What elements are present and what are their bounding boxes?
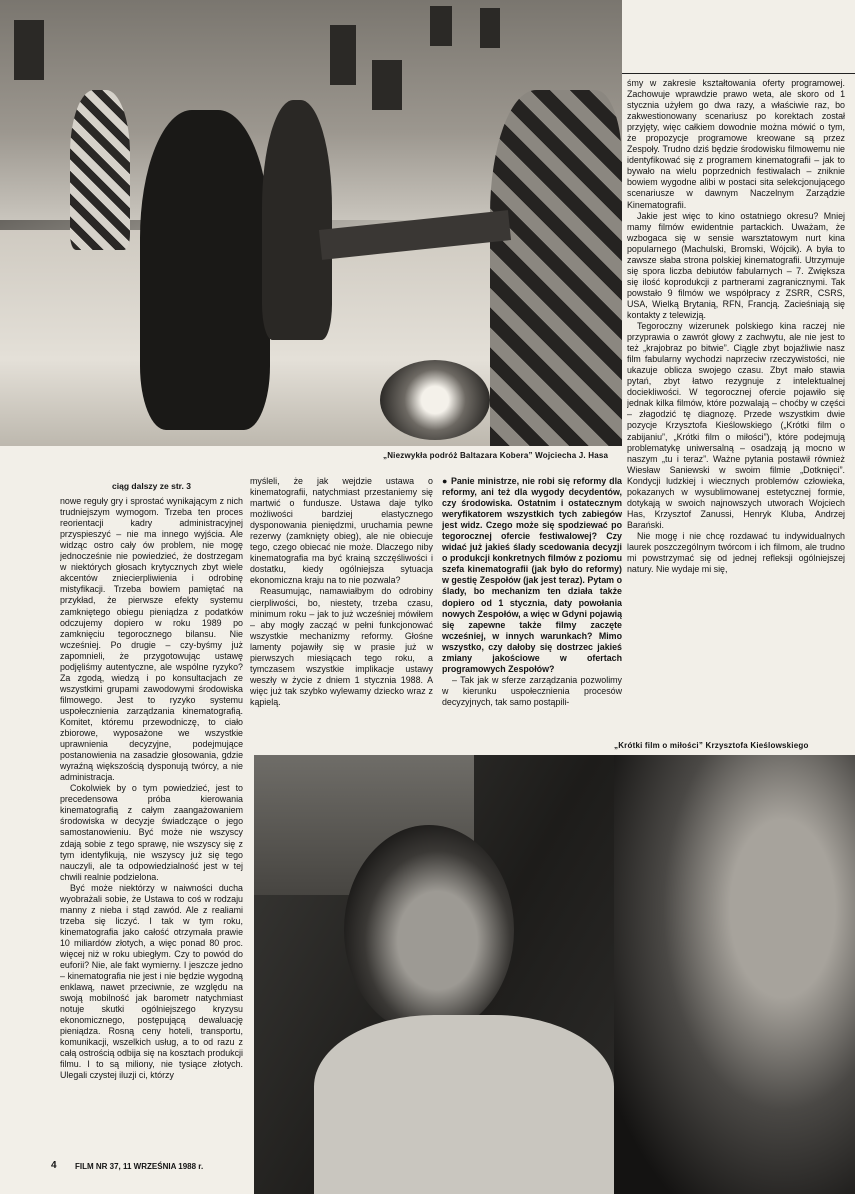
paragraph: Nie mogę i nie chcę rozdawać tu indywidualnych laurek poszczególnym twórcom i ich filmom, ale trudno mi powstrzymać się od jednej refleksji ogólniejszej natury. Nie wydaje mi się, — [627, 530, 845, 575]
photo-krotki-film-o-milosci — [254, 755, 855, 1194]
paragraph: myśleli, że jak wejdzie ustawa o kinematografii, natychmiast przestaniemy się martwić o fundusze. Ustawa daje tylko możliwości bardziej elastycznego dysponowania pieniędzmi, uruchamia pewne rezerwy (zamknięty obieg), ale nie obiecuje tego, czego obiecać nie może. Dlaczego niby kinematografia ma być krainą szczęśliwości i dostatku, kiedy ogólniejsza sytuacja ekonomiczna kraju na to nie pozwala? — [250, 476, 433, 586]
article-column-3 — [442, 476, 622, 728]
paragraph: Reasumując, namawiałbym do odrobiny cierpliwości, bo, niestety, trzeba czasu, minimum roku – jak to już wcześniej mówiłem – aby mogły zacząć w pełni funkcjonować wszystkie mechanizmy reformy. Głośne lamenty pojawiły się w prasie już w pierwszych miesiącach tego roku, a tymczasem wszystkie implikacje ustawy weszły w życie z dniem 1 stycznia 1988. A więc już tak szybko wylewamy dziecko wraz z kąpielą. — [250, 586, 433, 707]
article-column-2 — [250, 476, 433, 726]
figure-dark-cloak — [140, 110, 270, 430]
figure-woman-hat — [262, 100, 332, 340]
window — [430, 6, 452, 46]
woman-head — [344, 825, 514, 1035]
photo-caption-bottom: „Krótki film o miłości” Krzysztofa Kieślowskiego — [614, 741, 809, 750]
figure-harlequin — [490, 90, 622, 446]
article-column-4 — [627, 78, 845, 728]
interview-answer: – Tak jak w sferze zarządzania pozwolimy w kierunku uspołecznienia procesów decyzyjnych, tak samo postąpili- — [442, 674, 622, 707]
paragraph: Być może niektórzy w naiwności ducha wyobrażali sobie, że Ustawa to coś w rodzaju manny z nieba i stąd zawód. Ale z realiami trzeba się liczyć. I tak w tym roku, kinematografia jako całość otrzymała prawie 10 miliardów złotych, a więc ponad 80 proc. więcej niż w roku ubiegłym. Czy to powód do euforii? Nie, ale fakt wymierny. I jeszcze jedno – kinematografia nie jest i nie będzie wygodną enklawą, nawet przeciwnie, ze względu na swoją mobilność jak barometr natychmiast notuje skutki ogólniejszego kryzysu ekonomicznego, postępującą dewaluację pieniądza. Rosną ceny hoteli, transportu, komunikacji, wszelkich usług, a to od razu z całą ostrością odbija się na kosztach produkcji filmu. I to są miliony, nie tysiące złotych. Ulegali czystej iluzji ci, którzy — [60, 882, 243, 1081]
page-number: 4 — [51, 1160, 57, 1171]
column-top-rule — [622, 73, 855, 74]
photo-baltazar-kober — [0, 0, 622, 446]
continued-note: ciąg dalszy ze str. 3 — [112, 481, 191, 491]
paragraph: Jakie jest więc to kino ostatniego okresu? Mniej mamy filmów ewidentnie partackich. Uważam, że wzbogaca się w sensie warsztatowym nurt kina popularnego (Machulski, Bromski, Wójcik). A była to zawsze słaba strona polskiej kinematografii. Utrzymuje się spora liczba debiutów fabularnych – 7. Zwiększa się ilość koprodukcji z partnerami zagranicznymi. Tak powstało 9 filmów we współpracy z ZSRR, CSRS, USA, Wielką Brytanią, RFN, Francją. Zacieśniają się kontakty z telewizją. — [627, 210, 845, 320]
interview-question: ● Panie ministrze, nie robi się reformy dla reformy, ani też dla wygody decydentów, czy środowiska. Ostatnim i ostatecznym weryfikatorem wszystkich tych zabiegów jest widz. Czego może się spodziewać po tegorocznej ofercie festiwalowej? Czy widać już jakieś ślady scedowania decyzji o produkcji konkretnych filmów z poziomu szefa kinematografii (jak było do reformy) w gestię Zespołów (jak jest teraz). Pytam o ślady, bo mechanizm ten działa także dopiero od 1 stycznia, daty powołania nowych Zespołów, a więc w Gdyni pojawią się zapewne także filmy zaczęte wcześniej, w innych warunkach? Mimo wszystko, czy dałoby się dostrzec jakieś zmiany jakościowe w ofertach programowych Zespołów? — [442, 476, 622, 674]
window — [372, 60, 402, 110]
man-profile — [614, 755, 855, 1194]
magazine-issue: FILM NR 37, 11 WRZEŚNIA 1988 r. — [75, 1162, 204, 1171]
window — [14, 20, 44, 80]
woman-body — [314, 1015, 614, 1194]
harlequin-figure-left — [70, 90, 130, 250]
article-column-1 — [60, 481, 243, 1161]
window — [330, 25, 356, 85]
paragraph: nowe reguły gry i sprostać wynikającym z nich trudniejszym wymogom. Trzeba ten proces reorientacji kadry administracyjnej przyspieszyć – nie ma innego wyjścia. Ale widząc ostro cały ów problem, nie mogę jednocześnie nie powiedzieć, że dostrzegam w niektórych głosach krytycznych zbyt wiele akcentów zniecierpliwienia i odrobinę mistyfikacji. Trzeba bowiem pamiętać na przykład, że pierwsze efekty systemu zamkniętego obiegu pieniądza z podatków odczujemy dopiero w roku 1989 po zamknięciu tegorocznego bilansu. Nie wcześniej. Po drugie – czy-byśmy już zapomnieli, że przygotowując ustawę podjęliśmy autentyczne, ale wspólne ryzyko? Za zgodą, wiedzą i po konsultacjach ze wszystkimi grupami zawodowymi środowiska filmowego. Jest to ryzyko systemu uspołecznienia zarządzania kinematografią. Komitet, któremu przewodniczę, to ciało zbiorowe, wyposażone we wszystkie uprawnienia decyzyjne, podejmujące postanowienia na zasadzie głosowania, gdzie wyraźną większością dysponują twórcy, a nie administracja. — [60, 496, 243, 783]
flower-bouquet — [380, 360, 490, 440]
window — [480, 8, 500, 48]
paragraph: Cokolwiek by o tym powiedzieć, jest to precedensowa próba kierowania kinematografią z całym zaangażowaniem środowiska w decyzje świadczące o jego samostanowieniu. Być może nie wszyscy zdają sobie z tego sprawę, nie wszyscy się z tym identyfikują, nie wszyscy już się tego nauczyli, ale ta odpowiedzialność jest w tej chwili realnie podzielona. — [60, 783, 243, 882]
paragraph: Tegoroczny wizerunek polskiego kina raczej nie przyprawia o zawrót głowy z zachwytu, ale nie jest to też „krajobraz po bitwie”. Ciągle zbyt bojaźliwie nasz film fabularny wychodzi naprzeciw rzeczywistości, nie ukazuje oblicza swojego czasu. Zbyt mało stawia pytań, zbyt łatwo rezygnuje z intelektualnej dociekliwości. W tegorocznej ofercie pojawiło się jednak kilka filmów, które pozwalają – choćby w części – złagodzić tę diagnozę. Przede wszystkim dwie pozycje Krzysztofa Kieślowskiego („Krótki film o zabijaniu”, „Krótki film o miłości”), które podejmują problematykę uniwersalną – osadzają ją mocno w naszym „tu i teraz”. Ważne pytania postawił również Wiesław Saniewski w swoim filmie „Dotknięci”. Kondycji ludzkiej i wiecznych problemów człowieka, pokazanych w wysublimowanej estetycznej formie, dotykają w swoich najnowszych utworach Wojciech Has, Krzysztof Zanussi, Henryk Kluba, Andrzej Barański. — [627, 321, 845, 530]
paragraph: śmy w zakresie kształtowania oferty programowej. Zachowuje wprawdzie prawo weta, ale skoro od 1 stycznia użyłem go dwa razy, a właściwie raz, bo zakwestionowany scenariusz po korektach został przyjęty, więc całkiem dowodnie można mówić o tym, że propozycje programowe kreowane są przez Zespoły. Trudno dziś będzie środowisku filmowemu nie identyfikować się z programem kinematografii – jak to bywało na wielu poprzednich festiwalach – zniknie bowiem wygodne alibi w postaci sita selekcjonującego scenariusze w dawnym Naczelnym Zarządzie Kinematografii. — [627, 78, 845, 210]
photo-caption-top: „Niezwykła podróż Baltazara Kobera” Wojciecha J. Hasa — [383, 451, 609, 460]
